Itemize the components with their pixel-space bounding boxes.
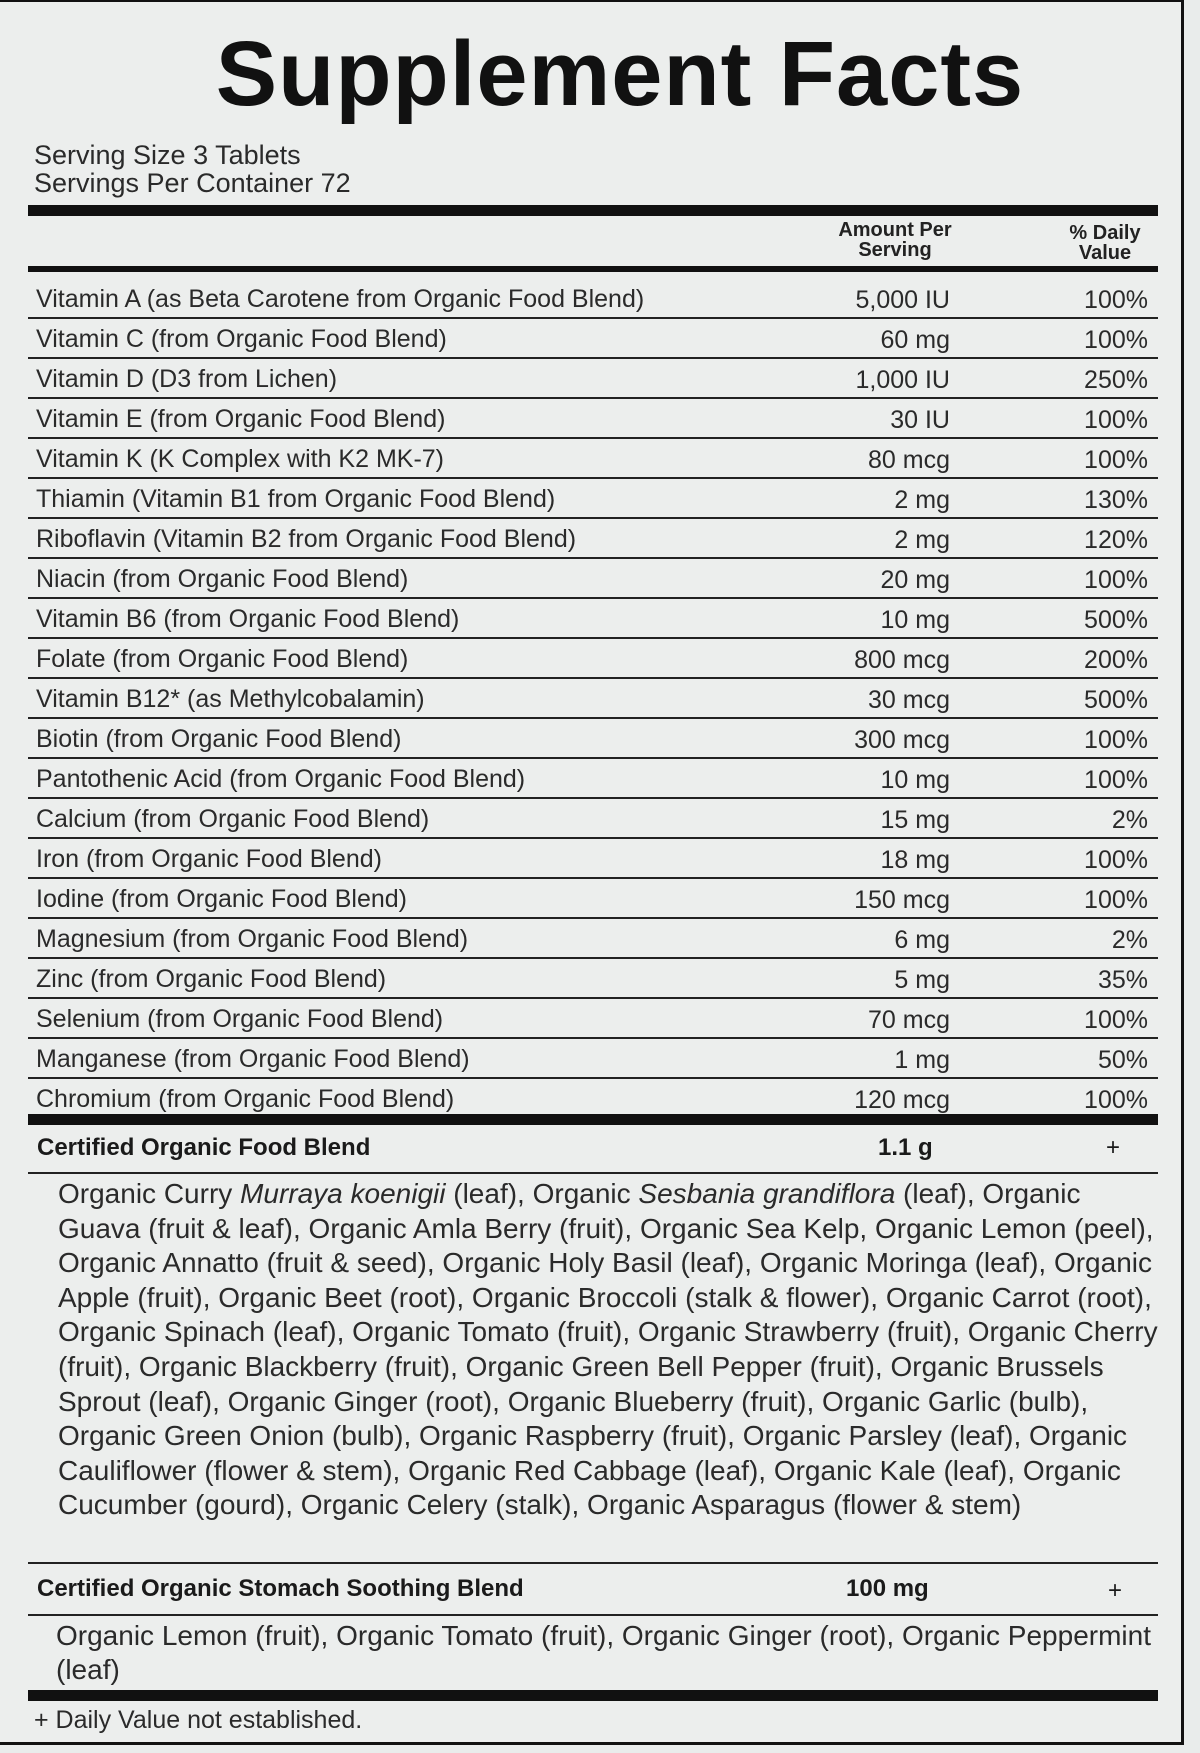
nutrient-dv: 100% — [1084, 406, 1148, 434]
nutrient-amount: 80 mcg — [868, 446, 950, 474]
nutrient-name: Manganese (from Organic Food Blend) — [36, 1045, 470, 1073]
nutrient-dv: 100% — [1084, 886, 1148, 914]
nutrient-row — [28, 519, 1158, 559]
nutrient-amount: 120 mcg — [854, 1086, 950, 1114]
nutrient-dv: 130% — [1084, 486, 1148, 514]
nutrient-amount: 300 mcg — [854, 726, 950, 754]
food-blend-amount: 1.1 g — [878, 1134, 933, 1161]
food-blend-dv: + — [1106, 1134, 1121, 1161]
ingredient-text: (leaf), Organic — [445, 1178, 639, 1209]
nutrient-row — [28, 839, 1158, 879]
servings-per-container: Servings Per Container 72 — [34, 168, 351, 198]
nutrient-row — [28, 399, 1158, 439]
stomach-blend-dv: + — [1108, 1577, 1123, 1604]
nutrient-row — [28, 959, 1158, 999]
nutrient-amount: 70 mcg — [868, 1006, 950, 1034]
food-blend-rule — [28, 1172, 1158, 1174]
nutrient-dv: 120% — [1084, 526, 1148, 554]
food-blend-ingredients — [58, 1177, 1158, 1523]
nutrient-row — [28, 759, 1158, 799]
nutrient-row — [28, 719, 1158, 759]
nutrient-name: Iodine (from Organic Food Blend) — [36, 885, 408, 913]
nutrient-amount: 30 IU — [890, 406, 950, 434]
stomach-blend-ingredients: Organic Lemon (fruit), Organic Tomato (fruit), Organic Ginger (root), Organic Peppermint (leaf) — [56, 1620, 1151, 1685]
stomach-blend-rule — [28, 1614, 1158, 1616]
amount-per-serving-header — [820, 220, 970, 260]
header-rule — [28, 266, 1158, 272]
nutrient-amount: 6 mg — [894, 926, 950, 954]
footnote: + Daily Value not established. — [34, 1706, 363, 1734]
nutrient-amount: 1,000 IU — [855, 366, 950, 394]
nutrient-row — [28, 279, 1158, 319]
nutrient-name: Riboflavin (Vitamin B2 from Organic Food Blend) — [36, 525, 577, 553]
nutrient-name: Selenium (from Organic Food Blend) — [36, 1005, 444, 1033]
nutrient-name: Vitamin E (from Organic Food Blend) — [36, 405, 446, 433]
amount-header-line1: Amount Per — [838, 219, 952, 241]
nutrient-amount: 10 mg — [880, 766, 950, 794]
nutrient-row — [28, 1079, 1158, 1119]
nutrient-row — [28, 359, 1158, 399]
bottom-thick-rule — [28, 1690, 1158, 1701]
nutrient-dv: 2% — [1111, 926, 1148, 954]
nutrient-name: Chromium (from Organic Food Blend) — [36, 1085, 455, 1113]
nutrient-dv: 100% — [1084, 446, 1148, 474]
species-name: Sesbania grandiflora — [638, 1178, 896, 1209]
nutrient-name: Vitamin C (from Organic Food Blend) — [36, 325, 447, 353]
nutrient-dv: 200% — [1084, 646, 1148, 674]
nutrient-name: Folate (from Organic Food Blend) — [36, 645, 409, 673]
species-name: Murraya koenigii — [240, 1178, 446, 1209]
nutrient-row — [28, 479, 1158, 519]
nutrient-row — [28, 879, 1158, 919]
panel-title: Supplement Facts — [215, 23, 1025, 125]
nutrient-dv: 100% — [1084, 846, 1148, 874]
nutrient-dv: 250% — [1084, 366, 1148, 394]
nutrient-row — [28, 799, 1158, 839]
nutrient-dv: 35% — [1097, 966, 1148, 994]
nutrient-amount: 5 mg — [894, 966, 950, 994]
nutrient-dv: 500% — [1084, 686, 1148, 714]
nutrient-row — [28, 559, 1158, 599]
nutrient-name: Iron (from Organic Food Blend) — [36, 845, 382, 873]
nutrient-name: Vitamin B12* (as Methylcobalamin) — [36, 685, 425, 713]
nutrient-row — [28, 599, 1158, 639]
nutrient-dv: 100% — [1084, 1086, 1148, 1114]
nutrient-row — [28, 439, 1158, 479]
nutrient-amount: 150 mcg — [854, 886, 950, 914]
nutrient-name: Vitamin D (D3 from Lichen) — [36, 365, 338, 393]
nutrient-name: Thiamin (Vitamin B1 from Organic Food Blend) — [36, 485, 556, 513]
amount-header-line2: Serving — [858, 239, 932, 261]
nutrient-name: Vitamin B6 (from Organic Food Blend) — [36, 605, 460, 633]
nutrient-name: Magnesium (from Organic Food Blend) — [36, 925, 469, 953]
stomach-blend-amount: 100 mg — [846, 1575, 929, 1602]
serving-size: Serving Size 3 Tablets — [34, 140, 301, 170]
nutrient-amount: 5,000 IU — [855, 286, 950, 314]
nutrient-name: Niacin (from Organic Food Blend) — [36, 565, 409, 593]
nutrient-row — [28, 999, 1158, 1039]
nutrient-dv: 2% — [1111, 806, 1148, 834]
stomach-blend-title: Certified Organic Stomach Soothing Blend — [37, 1575, 524, 1602]
dv-header-line1: % Daily — [1069, 222, 1141, 244]
ingredient-text: (leaf), Organic Guava (fruit & leaf), Organic Amla Berry (fruit), Organic Sea Kelp, Organic Lemon (peel), Organic Annatto (fruit & seed), Organic Holy Basil (leaf), Organic Moringa (leaf), Organic Apple (fruit), Organic Beet (root), Organic Broccoli (stalk & flower), Organic Carrot (root), Organic Spinach (leaf), Organic Tomato (fruit), Organic Strawberry (fruit), Organic Cherry (fruit), Organic Blackberry (fruit), Organic Green Bell Pepper (fruit), Organic Brussels Sprout (leaf), Organic Ginger (root), Organic Blueberry (fruit), Organic Garlic (bulb), Organic Green Onion (bulb), Organic Raspberry (fruit), Organic Parsley (leaf), Organic Cauliflower (flower & stem), Organic Red Cabbage (leaf), Organic Kale (leaf), Organic Cucumber (gourd), Organic Celery (stalk), Organic Asparagus (flower & stem) — [58, 1178, 1158, 1521]
nutrient-name: Biotin (from Organic Food Blend) — [36, 725, 402, 753]
dv-header-line2: Value — [1078, 242, 1132, 264]
nutrient-dv: 500% — [1084, 606, 1148, 634]
nutrient-amount: 15 mg — [880, 806, 950, 834]
top-thick-rule — [28, 205, 1158, 216]
nutrient-name: Zinc (from Organic Food Blend) — [36, 965, 387, 993]
nutrient-amount: 30 mcg — [868, 686, 950, 714]
nutrient-dv: 50% — [1097, 1046, 1148, 1074]
daily-value-header — [1055, 223, 1155, 263]
nutrient-amount: 60 mg — [880, 326, 950, 354]
stomach-blend-top-rule — [28, 1562, 1158, 1564]
nutrient-dv: 100% — [1084, 766, 1148, 794]
nutrient-amount: 20 mg — [880, 566, 950, 594]
nutrient-name: Vitamin K (K Complex with K2 MK-7) — [36, 445, 444, 473]
nutrient-dv: 100% — [1084, 1006, 1148, 1034]
nutrient-dv: 100% — [1084, 566, 1148, 594]
nutrient-name: Pantothenic Acid (from Organic Food Blend) — [36, 765, 526, 793]
nutrient-row — [28, 1039, 1158, 1079]
blend-thick-rule — [28, 1114, 1158, 1125]
nutrient-dv: 100% — [1084, 286, 1148, 314]
nutrient-name: Vitamin A (as Beta Carotene from Organic Food Blend) — [36, 285, 645, 313]
nutrient-amount: 1 mg — [894, 1046, 950, 1074]
nutrient-dv: 100% — [1084, 726, 1148, 754]
nutrient-amount: 2 mg — [894, 486, 950, 514]
ingredient-text: Organic Curry — [58, 1178, 241, 1209]
nutrient-row — [28, 919, 1158, 959]
nutrient-row — [28, 319, 1158, 359]
nutrient-amount: 18 mg — [880, 846, 950, 874]
nutrient-amount: 10 mg — [880, 606, 950, 634]
nutrient-amount: 2 mg — [894, 526, 950, 554]
nutrient-name: Calcium (from Organic Food Blend) — [36, 805, 430, 833]
nutrient-amount: 800 mcg — [854, 646, 950, 674]
food-blend-title: Certified Organic Food Blend — [37, 1134, 371, 1161]
nutrient-row — [28, 639, 1158, 679]
nutrient-row — [28, 679, 1158, 719]
nutrient-dv: 100% — [1084, 326, 1148, 354]
